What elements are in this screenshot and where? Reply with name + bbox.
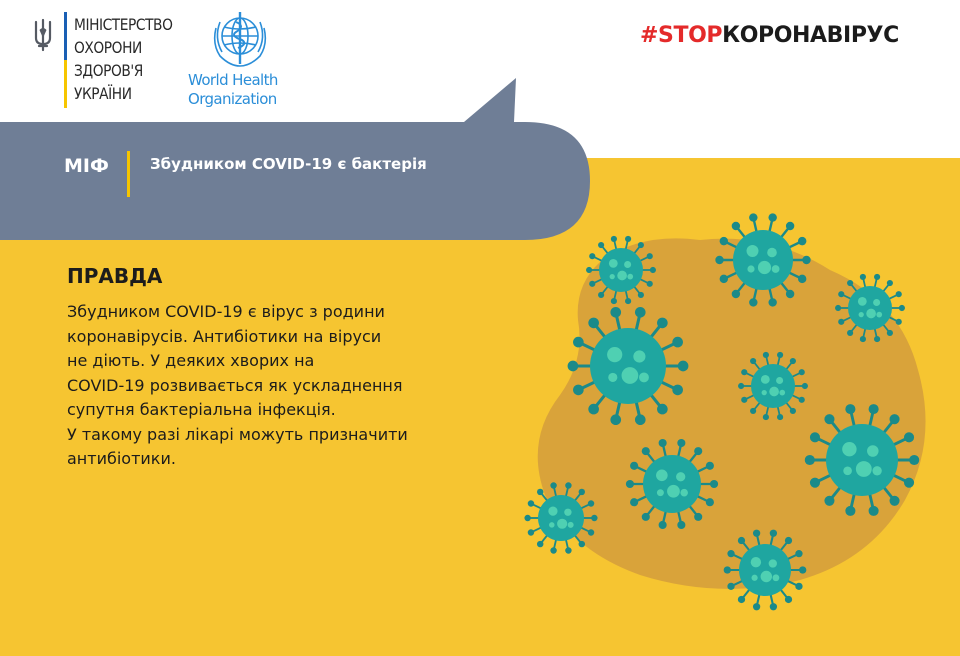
who-line: Organization xyxy=(188,90,277,108)
hashtag-prefix: #STOP xyxy=(640,23,723,48)
truth-line: супутня бактеріальна інфекція. xyxy=(67,400,336,419)
ministry-name xyxy=(74,13,194,105)
myth-label: МІФ xyxy=(64,155,109,177)
truth-line: У такому разі лікарі можуть призначити xyxy=(67,424,408,444)
truth-line: коронавірусів. Антибіотики на віруси xyxy=(67,326,382,346)
truth-body xyxy=(67,300,487,472)
truth-line: Збудником COVID-19 є вірус з родини xyxy=(67,302,385,321)
truth-line: антибіотики. xyxy=(67,449,176,468)
myth-divider xyxy=(127,151,130,197)
hashtag-suffix: КОРОНАВІРУС xyxy=(722,23,899,48)
ministry-color-bar xyxy=(64,12,67,108)
ministry-line: УКРАЇНИ xyxy=(74,84,132,103)
trident-icon xyxy=(32,18,54,52)
who-emblem-icon xyxy=(206,8,274,72)
who-name xyxy=(188,71,278,109)
truth-title: ПРАВДА xyxy=(67,264,163,288)
myth-text: Збудником COVID-19 є бактерія xyxy=(150,155,427,173)
stop-coronavirus-hashtag xyxy=(640,23,899,48)
truth-line: не діють. У деяких хворих на xyxy=(67,351,315,370)
who-line: World Health xyxy=(188,71,278,89)
ministry-line: ЗДОРОВ'Я xyxy=(74,61,143,80)
truth-line: COVID-19 розвивається як ускладнення xyxy=(67,375,403,395)
ministry-line: МІНІСТЕРСТВО xyxy=(74,15,173,34)
ministry-line: ОХОРОНИ xyxy=(74,38,142,57)
